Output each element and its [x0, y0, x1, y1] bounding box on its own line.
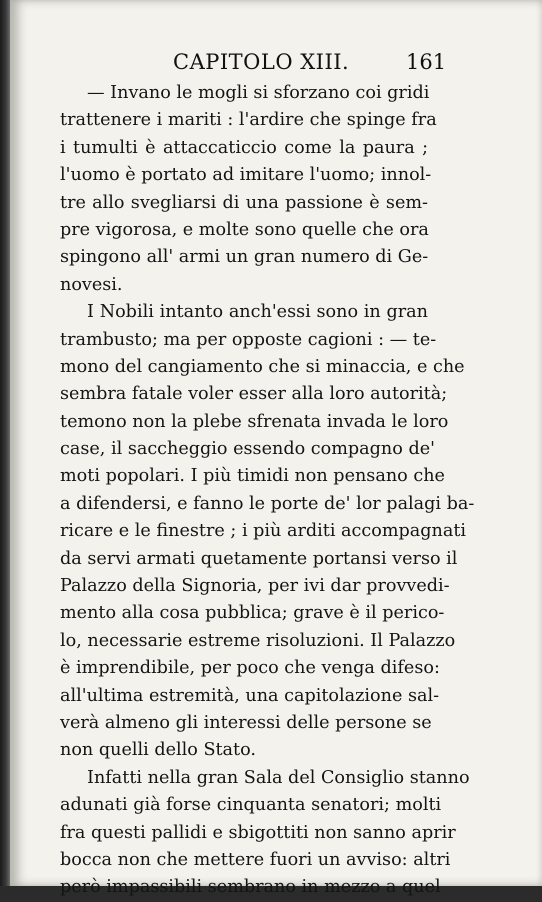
text-line: a difendersi, e fanno le porte de' lor palagi ba- [60, 493, 475, 514]
text-line: ricare e le finestre ; i più arditi accompagnati [60, 521, 467, 542]
text-line: fra questi pallidi e sbigottiti non sanno aprir [60, 822, 456, 843]
text-line: — Invano le mogli si sforzano coi gridi [87, 83, 430, 103]
page-header [10, 50, 542, 80]
text-line: i tumulti è attaccaticcio come la paura ; [60, 137, 428, 158]
text-line: tre allo svegliarsi di una passione è sem- [60, 192, 428, 213]
text-line: pre vigorosa, e molte sono quelle che ora [60, 219, 429, 240]
text-line: trambusto; ma per opposte cagioni : — te- [60, 329, 437, 350]
body-text [60, 80, 475, 902]
page-number: 161 [406, 50, 447, 74]
text-line: trattenere i mariti : l'ardire che spinge fra [60, 110, 437, 131]
text-line: Infatti nella gran Sala del Consiglio stanno [87, 767, 470, 788]
text-line: I Nobili intanto anch'essi sono in gran [87, 302, 428, 323]
paragraph-3 [60, 765, 470, 902]
text-line: adunati già forse cinquanta senatori; molti [60, 795, 442, 816]
text-line: case, il saccheggio essendo compagno de' [60, 439, 435, 460]
text-line: l'uomo è portato ad imitare l'uomo; innol- [60, 165, 432, 186]
text-line: è imprendibile, per poco che venga difeso: [60, 658, 440, 679]
text-line: lo, necessarie estreme risoluzioni. Il Palazzo [60, 630, 456, 651]
text-line: all'ultima estremità, una capitolazione sal- [60, 685, 440, 706]
text-line: spingono all' armi un gran numero di Ge- [60, 247, 429, 268]
text-line: Palazzo della Signoria, per ivi dar provvedi- [60, 576, 450, 597]
text-line: mono del cangiamento che si minaccia, e che [60, 356, 465, 377]
text-line: bocca non che mettere fuori un avviso: altri [60, 849, 451, 870]
paragraph-1 [60, 80, 437, 299]
book-spine-shadow [0, 0, 10, 886]
text-line: non quelli dello Stato. [60, 740, 256, 761]
paragraph-2 [60, 299, 475, 765]
text-line: verà almeno gli interessi delle persone se [60, 712, 432, 733]
text-line: però impassibili sembrano in mezzo a quel [60, 877, 441, 898]
text-line: moti popolari. I più timidi non pensano che [60, 466, 445, 487]
text-line: novesi. [60, 274, 123, 295]
book-page [10, 0, 542, 898]
running-head: CAPITOLO XIII. [173, 50, 350, 74]
text-line: sembra fatale voler esser alla loro autorità; [60, 384, 448, 405]
text-line: mento alla cosa pubblica; grave è il perico- [60, 603, 445, 624]
text-line: temono non la plebe sfrenata invada le loro [60, 411, 449, 432]
text-line: da servi armati quetamente portansi verso il [60, 548, 458, 569]
